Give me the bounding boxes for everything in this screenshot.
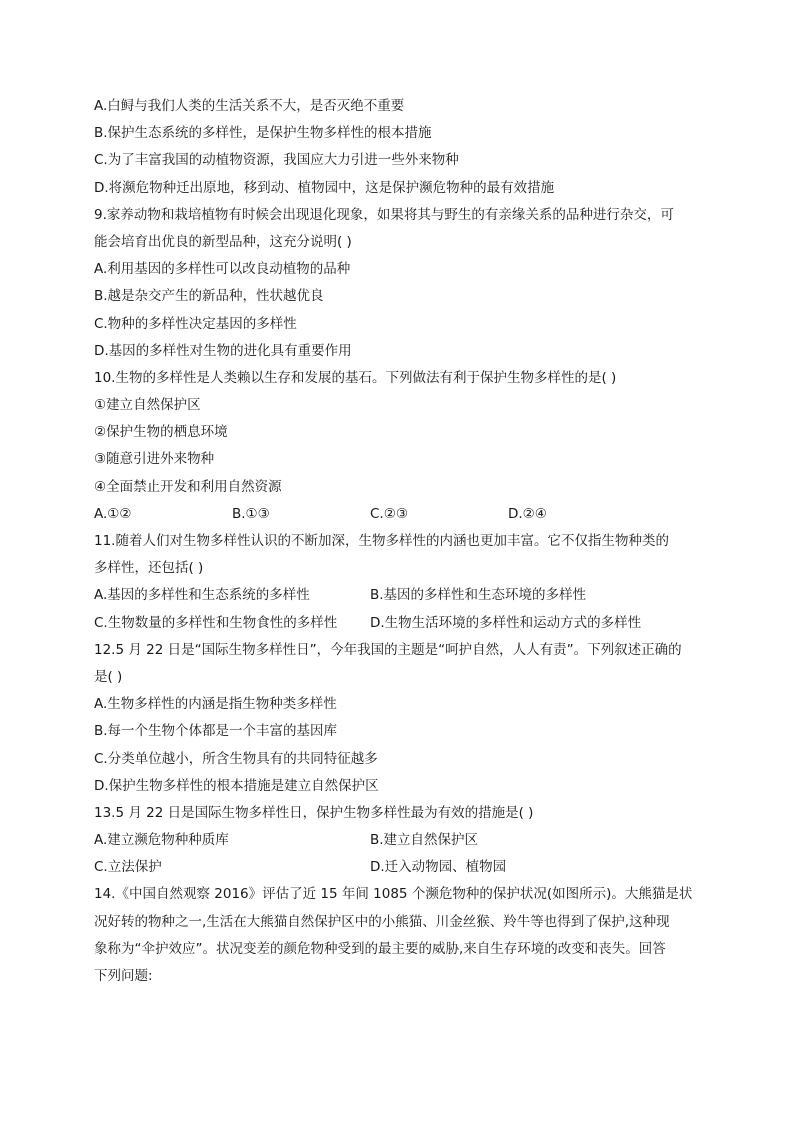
q11-option-a: A.基因的多样性和生态系统的多样性 xyxy=(94,587,310,604)
q9-option-d: D.基因的多样性对生物的进化具有重要作用 xyxy=(94,342,352,359)
q10-option-c: C.②③ xyxy=(370,505,408,522)
q13-option-a: A.建立濒危物种种质库 xyxy=(94,832,229,849)
document-page xyxy=(94,93,704,990)
q14-line-4: 下列问题: xyxy=(94,968,153,984)
q10-item-1: ①建立自然保护区 xyxy=(94,397,201,414)
q11-stem-line-2: 多样性，还包括( ) xyxy=(94,560,204,577)
q10-option-a: A.①② xyxy=(94,505,132,522)
q13-option-b: B.建立自然保护区 xyxy=(370,832,479,849)
q11-options-row-1 xyxy=(94,582,704,609)
q10-option-d: D.②④ xyxy=(508,505,547,522)
q11-stem-line-1: 11.随着人们对生物多样性认识的不断加深，生物多样性的内涵也更加丰富。它不仅指生物种类的 xyxy=(94,533,669,549)
q12-option-a: A.生物多样性的内涵是指生物种类多样性 xyxy=(94,696,337,713)
q11-option-b: B.基因的多样性和生态环境的多样性 xyxy=(370,587,587,604)
q9-option-c: C.物种的多样性决定基因的多样性 xyxy=(94,315,297,332)
q11-option-c: C.生物数量的多样性和生物食性的多样性 xyxy=(94,614,338,631)
q14-line-2: 况好转的物种之一,生活在大熊猫自然保护区中的小熊猫、川金丝猴、羚牛等也得到了保护,这种现 xyxy=(94,913,670,930)
q12-stem-line-2: 是( ) xyxy=(94,668,123,685)
q10-item-2: ②保护生物的栖息环境 xyxy=(94,424,228,441)
q11-options-row-2 xyxy=(94,610,704,637)
q10-options-row xyxy=(94,501,704,528)
q11-option-d: D.生物生活环境的多样性和运动方式的多样性 xyxy=(370,614,642,631)
q13-option-c: C.立法保护 xyxy=(94,859,162,876)
q8-option-d: D.将濒危物种迁出原地，移到动、植物园中，这是保护濒危物种的最有效措施 xyxy=(94,179,555,196)
q10-option-b: B.①③ xyxy=(232,505,270,522)
q12-stem-line-1: 12.5 月 22 日是“国际生物多样性日”，今年我国的主题是“呵护自然，人人有责”。下列叙述正确的 xyxy=(94,641,682,658)
q10-stem: 10.生物的多样性是人类赖以生存和发展的基石。下列做法有利于保护生物多样性的是( ) xyxy=(94,369,617,386)
q14-line-1: 14.《中国自然观察 2016》评估了近 15 年间 1085 个濒危物种的保护状况(如图所示)。大熊猫是状 xyxy=(94,886,693,903)
q13-stem: 13.5 月 22 日是国际生物多样性日，保护生物多样性最为有效的措施是( ) xyxy=(94,804,534,821)
q13-options-row-1 xyxy=(94,827,704,854)
q13-option-d: D.迁入动物园、植物园 xyxy=(370,859,507,876)
q10-item-3: ③随意引进外来物种 xyxy=(94,451,215,468)
q12-option-b: B.每一个生物个体都是一个丰富的基因库 xyxy=(94,723,338,740)
q14-line-3: 象称为“伞护效应”。状况变差的颜危物种受到的最主要的威胁,来自生存环境的改变和丧失。回答 xyxy=(94,940,666,957)
q9-option-b: B.越是杂交产生的新品种，性状越优良 xyxy=(94,288,324,305)
q12-option-c: C.分类单位越小，所含生物具有的共同特征越多 xyxy=(94,750,378,767)
q9-stem-line-2: 能会培育出优良的新型品种，这充分说明( ) xyxy=(94,233,352,250)
q8-option-a: A.白鲟与我们人类的生活关系不大，是否灭绝不重要 xyxy=(94,98,405,114)
q12-option-d: D.保护生物多样性的根本措施是建立自然保护区 xyxy=(94,777,379,794)
q9-stem-line-1: 9.家养动物和栽培植物有时候会出现退化现象，如果将其与野生的有亲缘关系的品种进行杂交，可 xyxy=(94,206,674,223)
q10-item-4: ④全面禁止开发和利用自然资源 xyxy=(94,478,282,495)
q13-options-row-2 xyxy=(94,854,704,881)
q8-option-c: C.为了丰富我国的动植物资源，我国应大力引进一些外来物种 xyxy=(94,152,459,169)
q9-option-a: A.利用基因的多样性可以改良动植物的品种 xyxy=(94,261,351,278)
q8-option-b: B.保护生态系统的多样性，是保护生物多样性的根本措施 xyxy=(94,125,432,142)
